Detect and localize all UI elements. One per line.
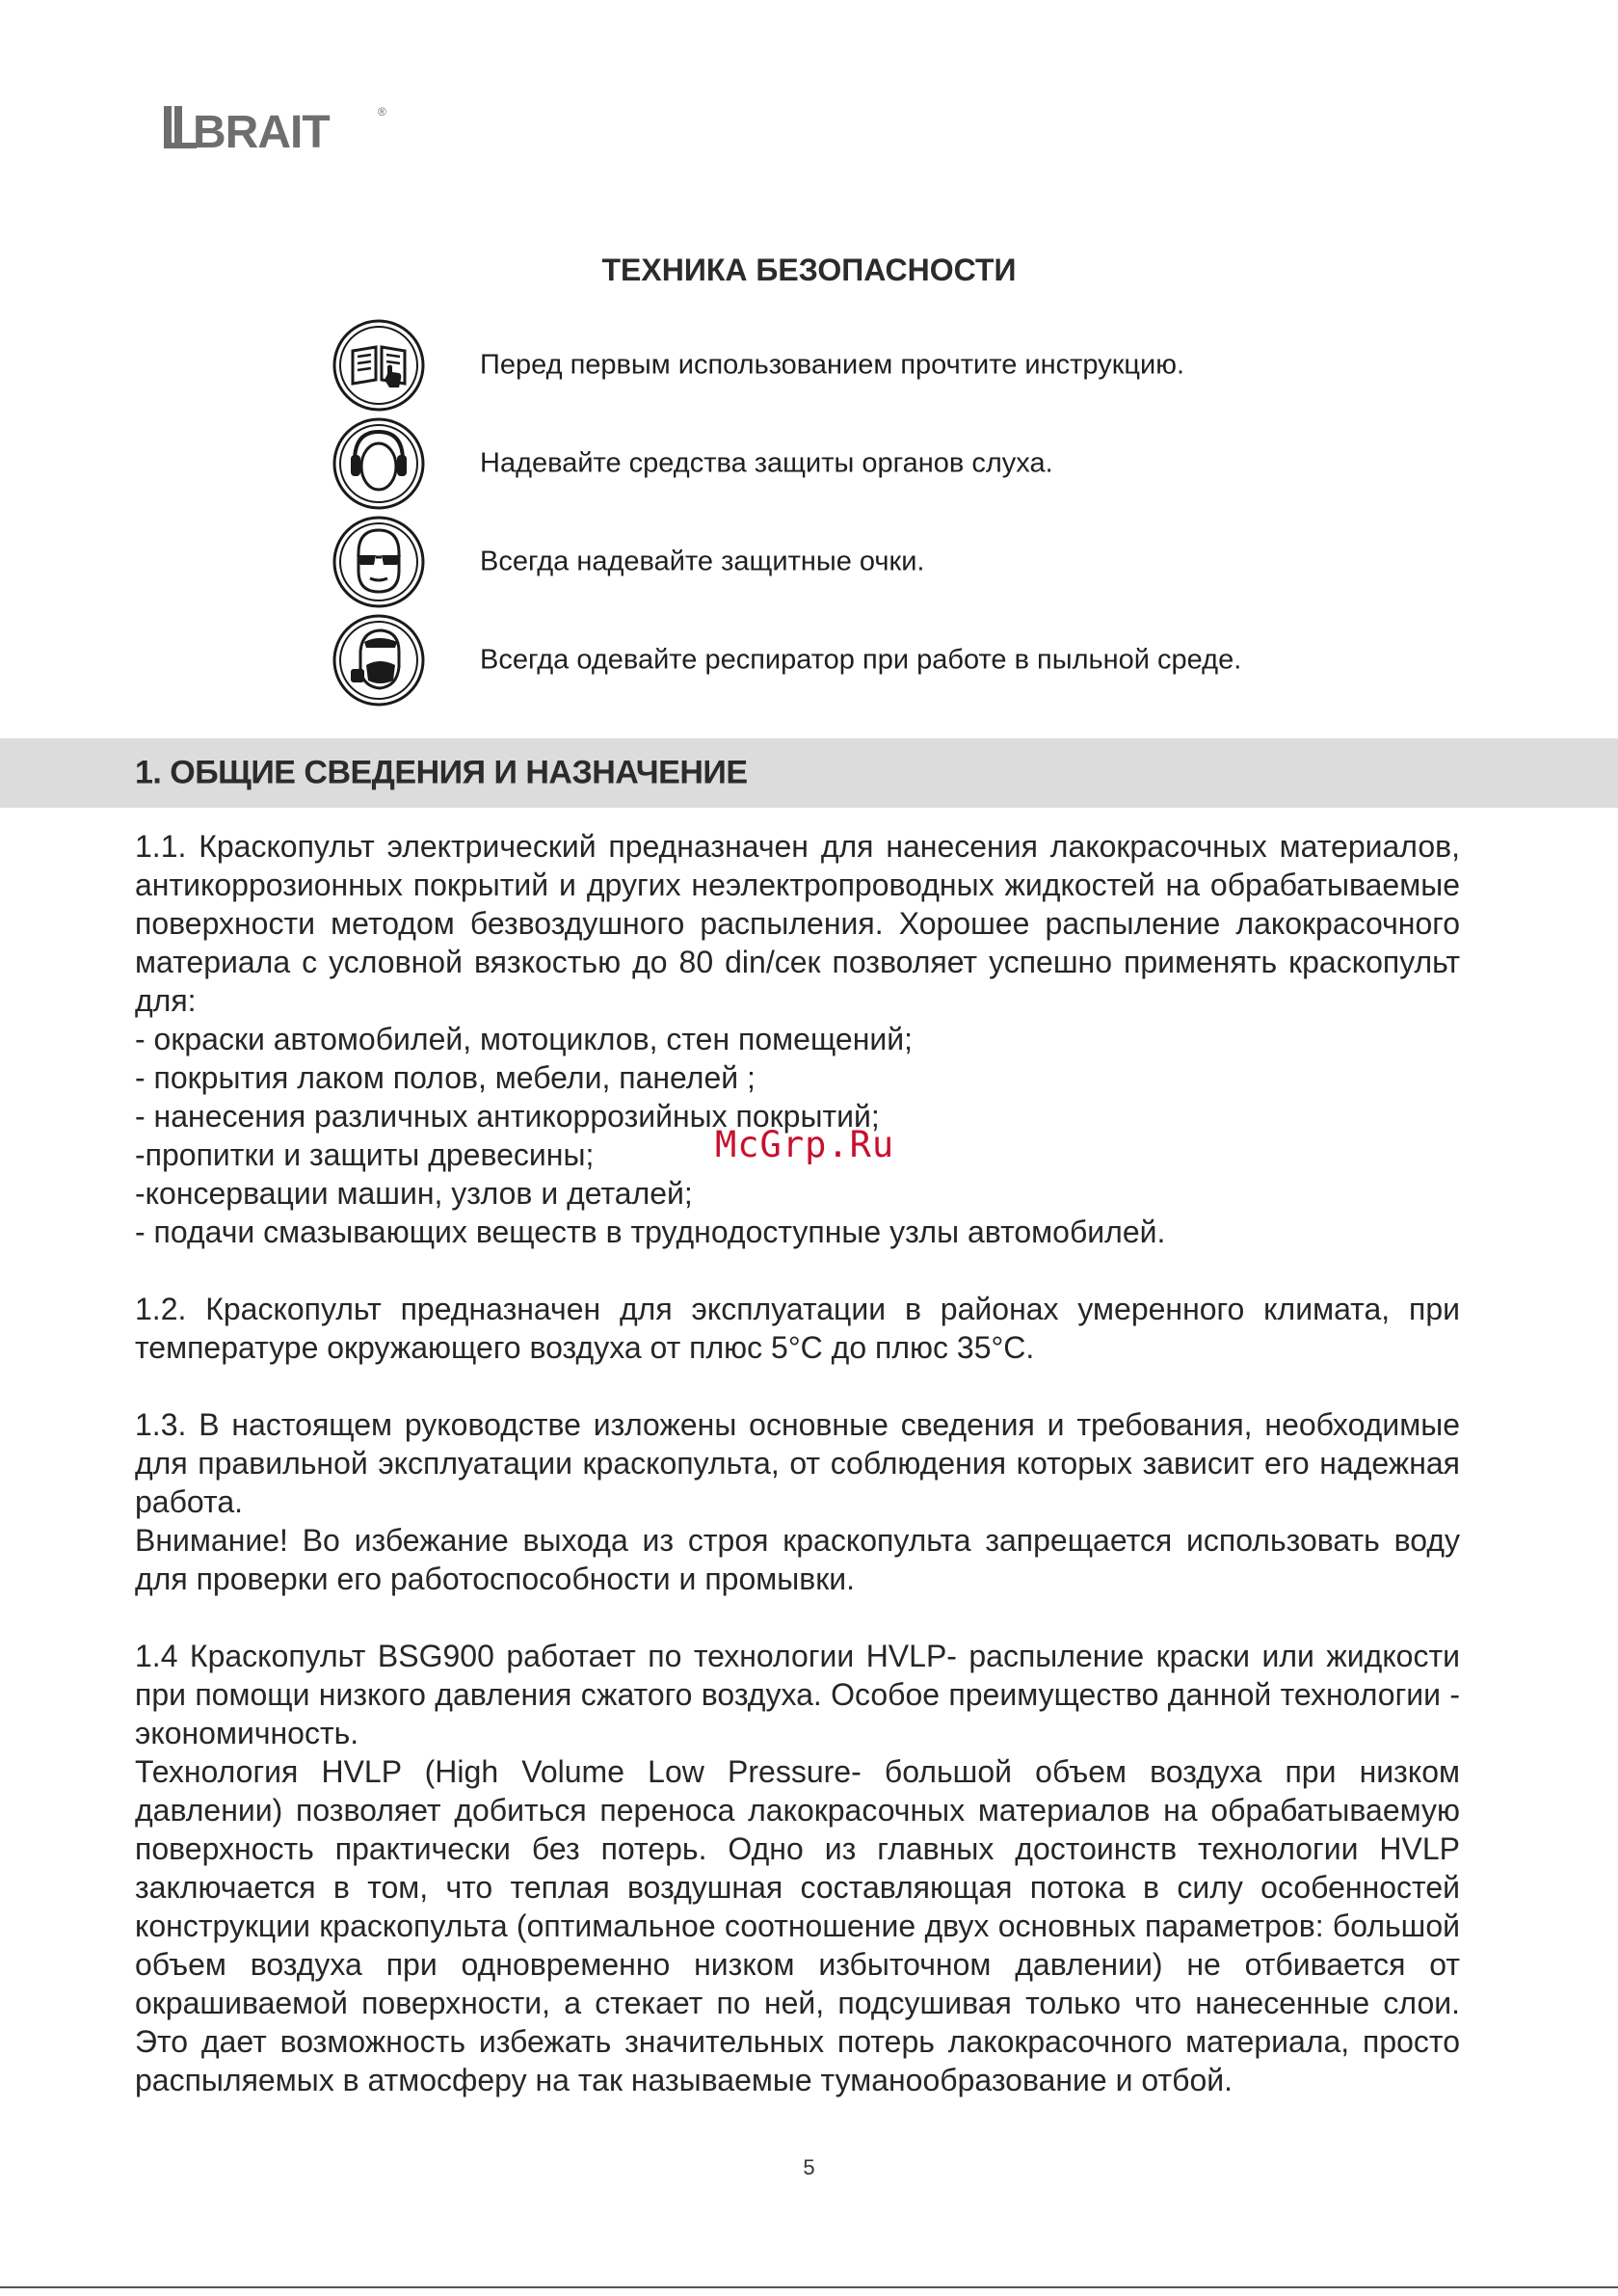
bottom-divider: [0, 2286, 1618, 2288]
brait-logo-icon: [162, 100, 393, 152]
list-item: - подачи смазывающих веществ в труднодоступные узлы автомобилей.: [135, 1215, 1166, 1249]
read-manual-icon: [332, 318, 426, 413]
page-number: 5: [803, 2155, 815, 2179]
safety-text-read-manual: Перед первым использованием прочтите инструкцию.: [480, 349, 1185, 381]
registered-mark: ®: [378, 105, 386, 119]
brand-logo: [162, 100, 393, 152]
safety-glasses-icon: [332, 515, 426, 609]
safety-item-respirator: [332, 613, 1392, 707]
paragraph-1-3: 1.3. В настоящем руководстве изложены основные сведения и требования, необходимые для правильной эксплуатации краскопульта, от соблюдения которых зависит его надежная работа.: [135, 1407, 1460, 1519]
safety-text-safety-glasses: Всегда надевайте защитные очки.: [480, 546, 925, 577]
list-item: - покрытия лаком полов, мебели, панелей ;: [135, 1060, 756, 1095]
safety-item-safety-glasses: [332, 515, 1392, 609]
paragraph-1-1: 1.1. Краскопульт электрический предназначен для нанесения лакокрасочных материалов, антикоррозионных покрытий и других неэлектропроводных жидкостей на обрабатываемые поверхности методом безвоздушного распыления. Хорошее распыление лакокрасочного материала с условной вязкостью до 80 din/сек позволяет успешно применять краскопульт для:: [135, 829, 1460, 1018]
paragraph-1-2: 1.2. Краскопульт предназначен для эксплуатации в районах умеренного климата, при температуре окружающего воздуха от плюс 5°С до плюс 35°С.: [135, 1292, 1460, 1365]
section-body: [135, 827, 1460, 2099]
brand-name: BRAIT: [193, 107, 330, 152]
safety-item-ear-protection: [332, 416, 1392, 511]
safety-text-ear-protection: Надевайте средства защиты органов слуха.: [480, 447, 1053, 479]
respirator-icon: [332, 613, 426, 707]
paragraph-hvlp: Технология HVLP (High Volume Low Pressure- большой объем воздуха при низком давлении) позволяет добиться переноса лакокрасочных материалов на обрабатываемую поверхность практически без потерь. Одно из главных достоинств технологии HVLP заключается в том, что теплая воздушная составляющая потока в силу особенностей конструкции краскопульта (оптимальное соотношение двух основных параметров: большой объем воздуха при одновременно низком избыточном давлении) не отбивается от окрашиваемой поверхности, а стекает по ней, подсушивая только что нанесенные слои. Это дает возможность избежать значительных потерь лакокрасочного материала, просто распыляемых в атмосферу на так называемые туманообразование и отбой.: [135, 1754, 1460, 2097]
list-item: - окраски автомобилей, мотоциклов, стен помещений;: [135, 1022, 914, 1056]
safety-text-respirator: Всегда одевайте респиратор при работе в пыльной среде.: [480, 644, 1242, 676]
list-item: - нанесения различных антикоррозийных покрытий;: [135, 1099, 880, 1134]
safety-title: ТЕХНИКА БЕЗОПАСНОСТИ: [601, 253, 1017, 287]
section-heading-bar: [0, 738, 1618, 808]
paragraph-warning: Внимание! Во избежание выхода из строя краскопульта запрещается использовать воду для проверки его работоспособности и промывки.: [135, 1523, 1460, 1596]
watermark: McGrp.Ru: [715, 1124, 895, 1165]
paragraph-1-4: 1.4 Краскопульт BSG900 работает по технологии HVLP- распыление краски или жидкости при помощи низкого давления сжатого воздуха. Особое преимущество данной технологии - экономичность.: [135, 1639, 1460, 1750]
section-heading: 1. ОБЩИЕ СВЕДЕНИЯ И НАЗНАЧЕНИЕ: [135, 754, 748, 791]
safety-item-read-manual: [332, 318, 1392, 413]
list-item: -консервации машин, узлов и деталей;: [135, 1176, 693, 1211]
list-item: -пропитки и защиты древесины;: [135, 1137, 595, 1172]
ear-protection-icon: [332, 416, 426, 511]
